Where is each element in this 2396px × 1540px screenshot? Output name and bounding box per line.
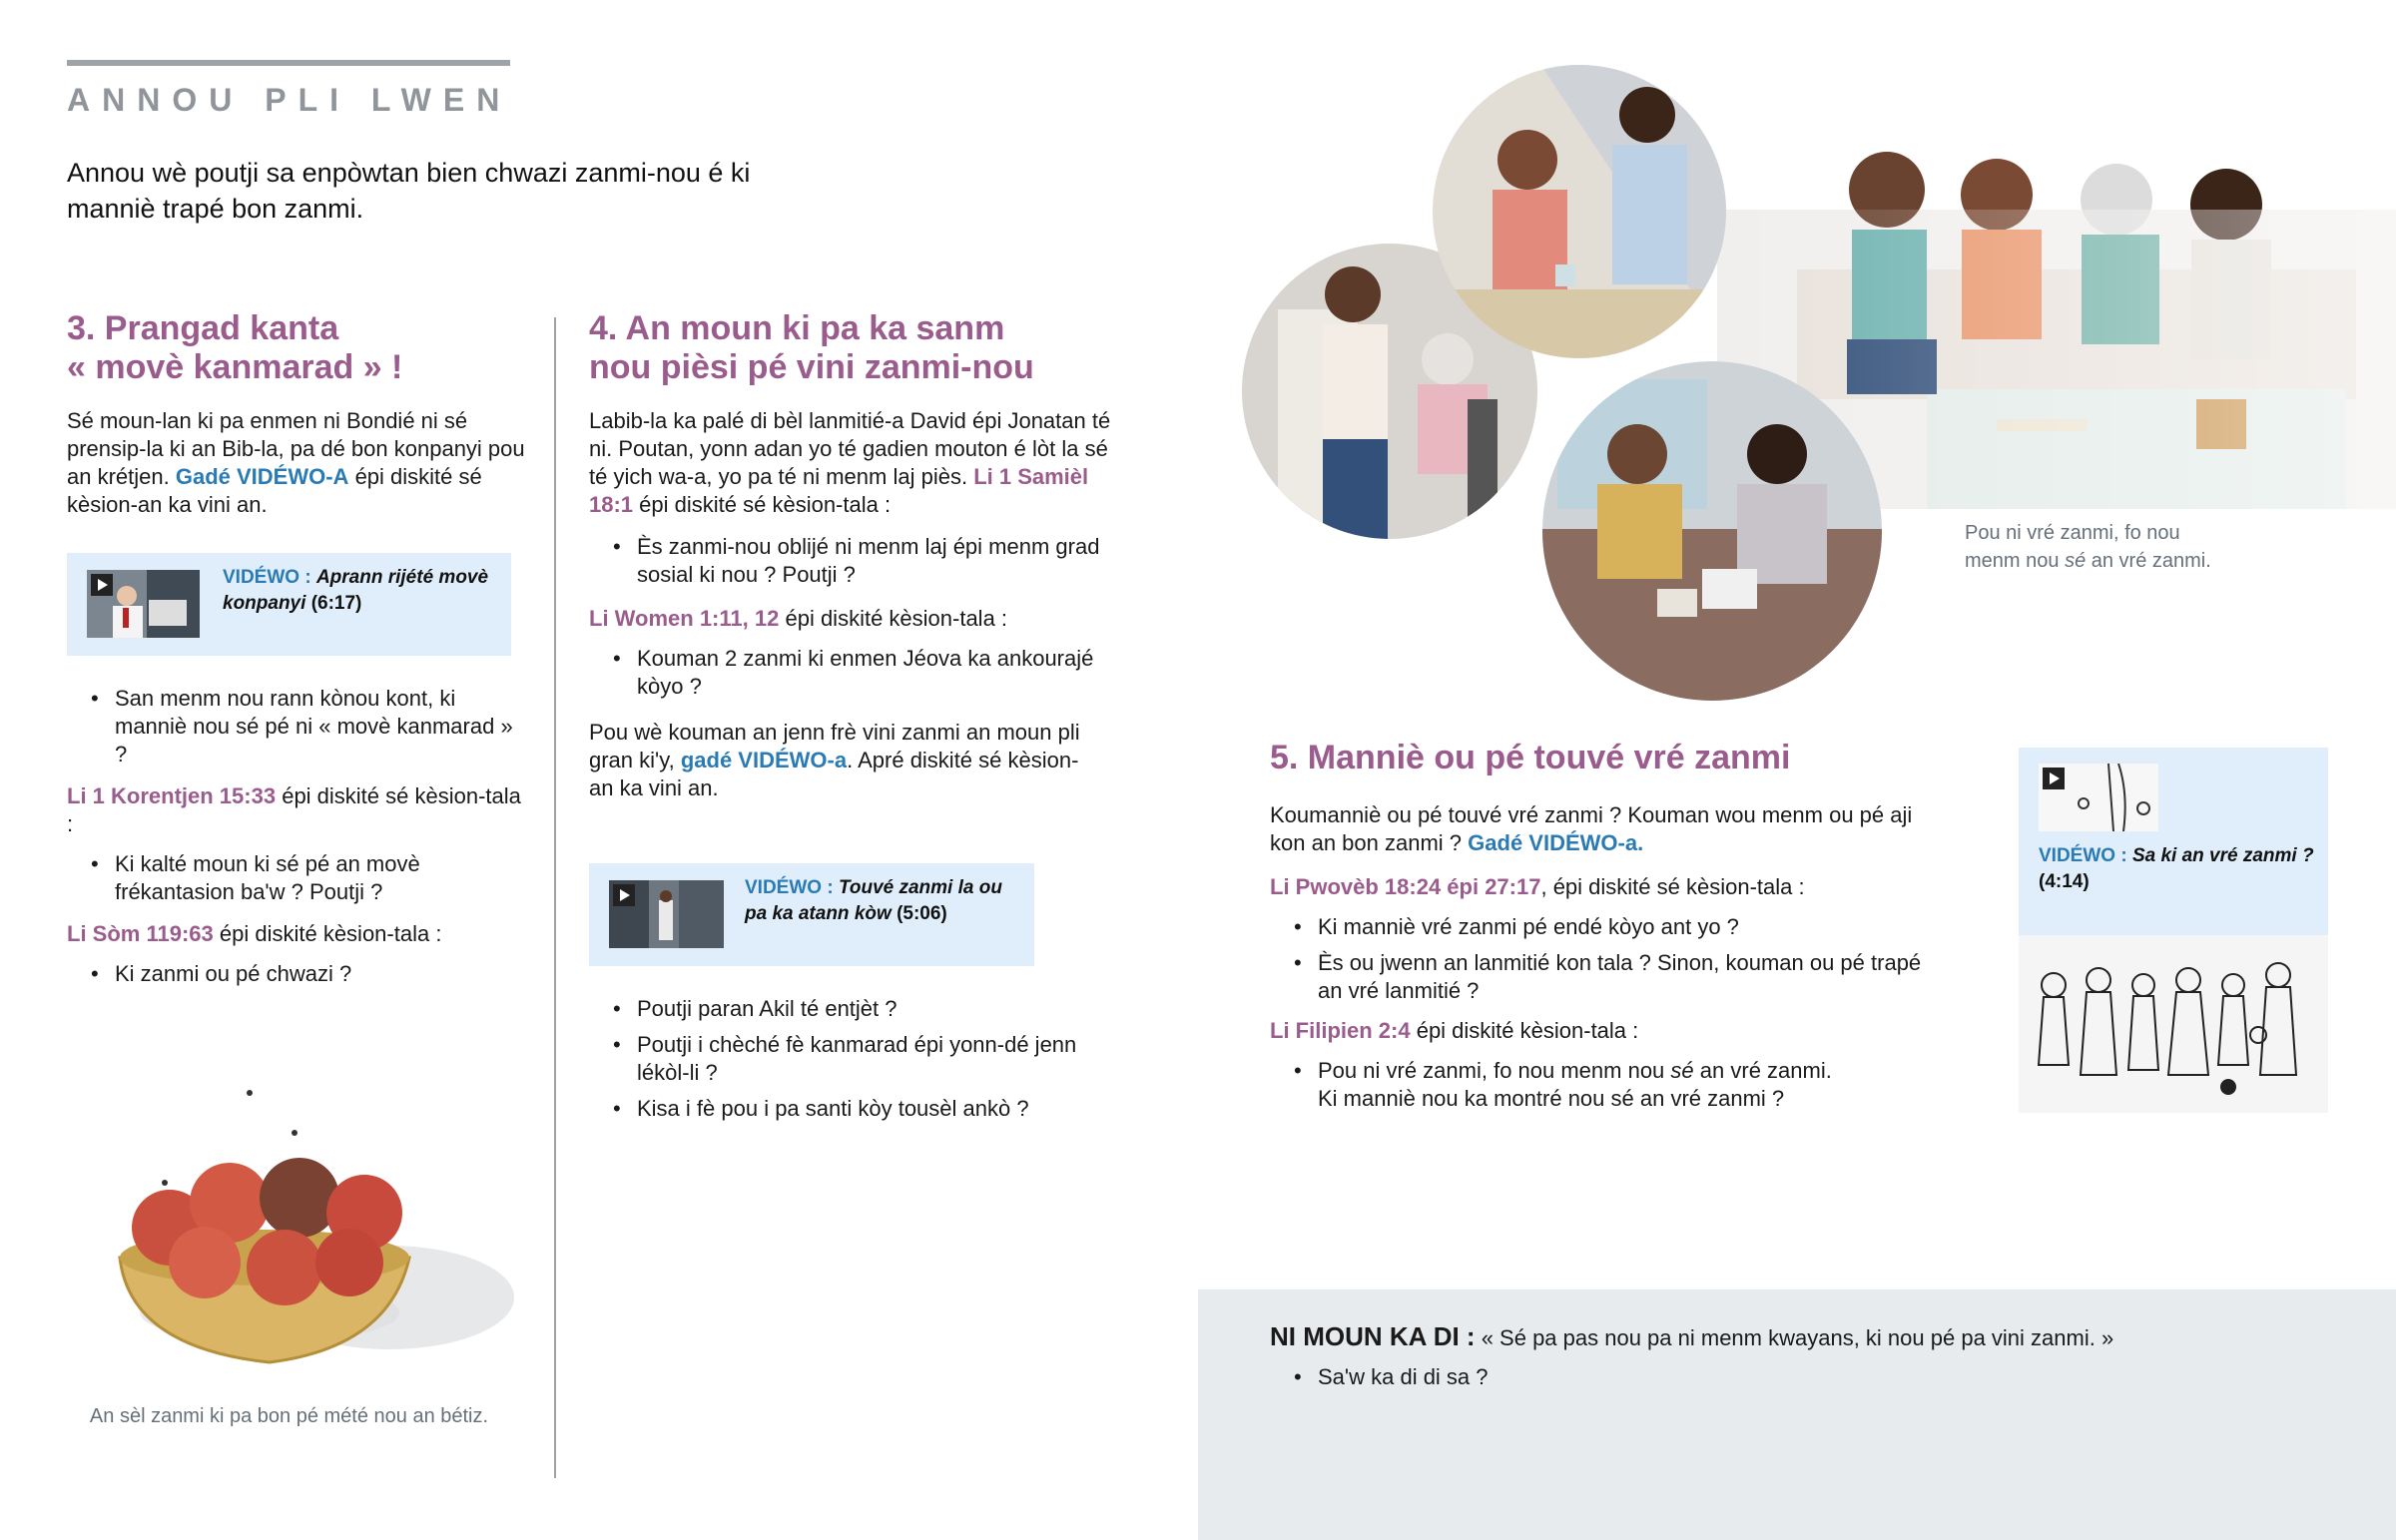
section-label: ANNOU PLI LWEN bbox=[67, 82, 512, 118]
video-text: VIDÉWO : Touvé zanmi la ou pa ka atann kòw (5:06) bbox=[745, 877, 1002, 924]
section-3-title: 3. Prangad kanta « movè kanmarad » ! bbox=[67, 309, 403, 386]
question: • Poutji paran Akil té entjèt ? bbox=[589, 995, 1108, 1023]
friends-illustration bbox=[1238, 60, 2396, 709]
play-icon[interactable] bbox=[91, 574, 113, 596]
quote: NI MOUN KA DI : « Sé pa pas nou pa ni menm kwayans, ki nou pé pa vini zanmi. » bbox=[1270, 1321, 2114, 1351]
question: • Kisa i fè pou i pa santi kòy tousèl ankò ? bbox=[589, 1095, 1108, 1123]
question: • Kouman 2 zanmi ki enmen Jéova ka ankourajé kòyo ? bbox=[589, 645, 1128, 701]
video-text: VIDÉWO : Sa ki an vré zanmi ? (4:14) bbox=[2039, 845, 2314, 892]
section-4 bbox=[589, 309, 1128, 802]
question: • Ki zanmi ou pé chwazi ? bbox=[67, 960, 526, 988]
play-icon[interactable] bbox=[613, 884, 635, 906]
friends-sketch-image bbox=[2019, 935, 2328, 1113]
section-5-title: 5. Manniè ou pé touvé vré zanmi bbox=[1270, 739, 1791, 776]
question: • Sa'w ka di di sa ? bbox=[1270, 1363, 2168, 1391]
question: • Pou ni vré zanmi, fo nou menm nou sé an vré zanmi. Ki manniè nou ka montré nou sé an vré zanmi ? bbox=[1270, 1057, 1929, 1113]
scripture-ref: Li Pwovèb 18:24 épi 27:17, épi diskité sé kèsion-tala : bbox=[1270, 874, 1805, 899]
intro-text: Annou wè poutji sa enpòwtan bien chwazi zanmi-nou é ki manniè trapé bon zanmi. bbox=[67, 158, 751, 224]
scripture-ref: Li Women 1:11, 12 épi diskité kèsion-tala : bbox=[589, 606, 1008, 631]
video-thumbnail bbox=[609, 880, 724, 948]
section-4-questions bbox=[589, 995, 1108, 1131]
video-thumbnail bbox=[2039, 764, 2158, 831]
question: • Ès ou jwenn an lanmitié kon tala ? Sinon, kouman ou pé trapé an vré lanmitié ? bbox=[1270, 949, 1929, 1005]
video-card-touve[interactable] bbox=[589, 863, 1034, 966]
video-card-aprann[interactable] bbox=[67, 553, 511, 656]
section-3-body: Sé moun-lan ki pa enmen ni Bondié ni sé prensip-la ki an Bib-la, pa dé bon konpanyi pou an krétjen. Gadé VIDÉWO-A épi diskité sé kèsion-an ka vini an. bbox=[67, 408, 525, 517]
video-link[interactable]: Gadé VIDÉWO-a. bbox=[1468, 830, 1644, 855]
section-5 bbox=[1270, 739, 1929, 1121]
section-3-questions bbox=[67, 685, 526, 996]
scripture-ref: Li Filipien 2:4 épi diskité kèsion-tala : bbox=[1270, 1018, 1639, 1043]
video-card-vre-zanmi[interactable] bbox=[2019, 748, 2328, 1113]
video-link[interactable]: Gadé VIDÉWO-A bbox=[175, 464, 349, 489]
scripture-ref: Li 1 Korentjen 15:33 épi diskité sé kèsion-tala : bbox=[67, 783, 521, 836]
column-divider bbox=[554, 317, 556, 1478]
section-4-body-2: Pou wè kouman an jenn frè vini zanmi an moun pli gran ki'y, gadé VIDÉWO-a. Apré diskité sé kèsion-an ka vini an. bbox=[589, 720, 1080, 800]
play-icon[interactable] bbox=[2043, 768, 2065, 789]
question: • Ki kalté moun ki sé pé an movè frékantasion ba'w ? Poutji ? bbox=[67, 850, 526, 906]
video-link[interactable]: gadé VIDÉWO-a bbox=[680, 748, 848, 772]
rotten-apple-bowl-illustration bbox=[100, 1078, 519, 1377]
quote-box bbox=[1198, 1289, 2396, 1540]
section-3 bbox=[67, 309, 526, 519]
question: • Ès zanmi-nou oblijé ni menm laj épi menm grad sosial ki nou ? Poutji ? bbox=[589, 533, 1128, 589]
question: • Ki manniè vré zanmi pé endé kòyo ant yo ? bbox=[1270, 913, 1929, 941]
section-4-body: Labib-la ka palé di bèl lanmitié-a David épi Jonatan té ni. Poutan, yonn adan yo té gadien mouton é lòt la sé té yich wa-a, yo pa té ni menm laj piès. Li 1 Samièl 18:1 épi diskité sé kèsion-tala : bbox=[589, 408, 1111, 517]
hero-caption: Pou ni vré zanmi, fo nou menm nou sé an vré zanmi. bbox=[1965, 522, 2211, 572]
section-5-body: Koumanniè ou pé touvé vré zanmi ? Kouman wou menm ou pé aji kon an bon zanmi ? Gadé VIDÉWO-a. bbox=[1270, 802, 1913, 855]
header-rule bbox=[67, 60, 510, 66]
question: • San menm nou rann kònou kont, ki manniè nou sé pé ni « movè kanmarad » ? bbox=[67, 685, 526, 769]
video-text: VIDÉWO : Aprann rijété movè konpanyi (6:17) bbox=[223, 567, 489, 614]
question: • Poutji i chèché fè kanmarad épi yonn-dé jenn lékòl-li ? bbox=[589, 1031, 1108, 1087]
video-thumbnail bbox=[87, 570, 200, 638]
section-4-title: 4. An moun ki pa ka sanm nou pièsi pé vini zanmi-nou bbox=[589, 309, 1034, 386]
apple-caption: An sèl zanmi ki pa bon pé mété nou an bétiz. bbox=[89, 1405, 489, 1427]
friends-sketch bbox=[2019, 935, 2328, 1113]
scripture-ref: Li Sòm 119:63 épi diskité kèsion-tala : bbox=[67, 921, 442, 946]
